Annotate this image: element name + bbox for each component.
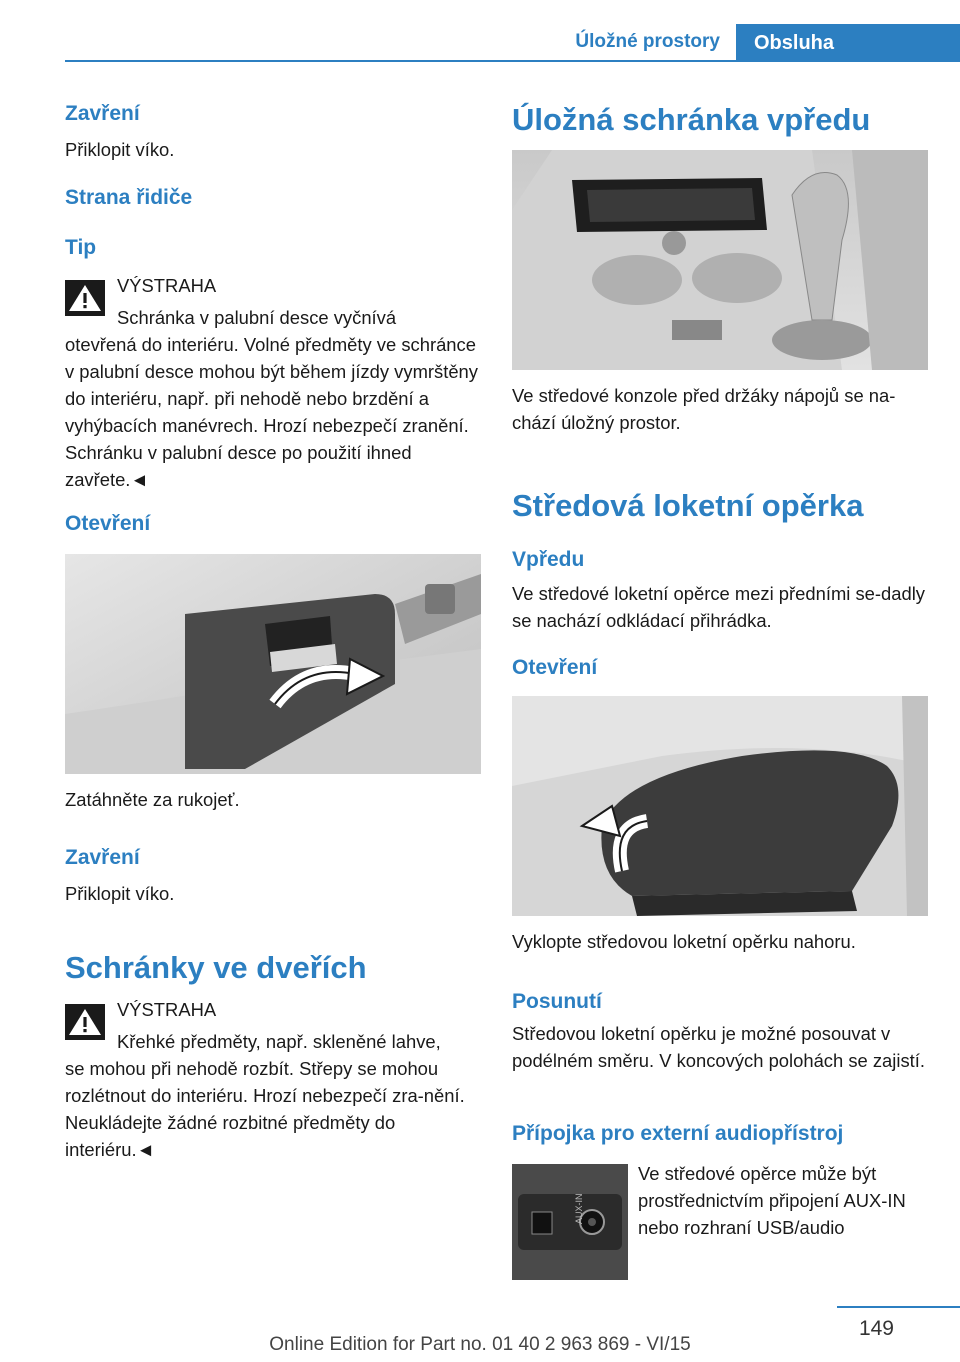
heading-armrest: Středová loketní opěrka	[512, 488, 864, 523]
text-close-2: Přiklopit víko.	[65, 883, 175, 904]
heading-front: Vpředu	[512, 548, 585, 571]
heading-front-storage: Úložná schránka vpředu	[512, 102, 871, 137]
armrest-caption: Vyklopte středovou loketní opěrku nahoru.	[512, 931, 856, 952]
text-close-1: Přiklopit víko.	[65, 139, 175, 160]
warning-1-text: otevřená do interiéru. Volné předměty ve schránce v palubní desce mohou být během jízdy vymrštěny do interiéru, např. při nehodě nebo brzdění a vyhýbacích manévrech. Hrozí nebezpečí zranění. Schránku v palubní desce po použití ihned zavřete.◄	[65, 334, 478, 490]
warning-2-title: VÝSTRAHA	[117, 999, 217, 1020]
glovebox-figure	[65, 554, 481, 774]
warning-2-first-line: Křehké předměty, např. skleněné lahve,	[117, 1031, 441, 1052]
armrest-figure	[512, 696, 928, 916]
heading-tip: Tip	[65, 236, 97, 259]
heading-driver-side: Strana řidiče	[65, 186, 193, 209]
aux-usb-figure	[512, 1164, 628, 1280]
heading-door-compartments: Schránky ve dveřích	[65, 950, 367, 985]
heading-open: Otevření	[65, 512, 151, 535]
armrest-front-text: Ve středové loketní opěrce mezi předními se-dadly se nachází odkládací přihrádka.	[512, 583, 925, 631]
footer-rule	[837, 1306, 960, 1308]
shift-text: Středovou loketní opěrku je možné posouvat v podélném směru. V koncových polohách se zajistí.	[512, 1023, 925, 1071]
footer-edition: Online Edition for Part no. 01 40 2 963 869 - VI/15	[269, 1334, 691, 1355]
aux-label: AUX-IN	[574, 1193, 584, 1224]
warning-1-first-line: Schránka v palubní desce vyčnívá	[117, 307, 397, 328]
running-header-chapter: Obsluha	[736, 24, 960, 62]
page-number: 149	[858, 1317, 894, 1340]
heading-close-1: Zavření	[65, 102, 140, 125]
warning-2-text: se mohou při nehodě rozbít. Střepy se mohou rozlétnout do interiéru. Hrozí nebezpečí zra-nění. Neukládejte žádné rozbitné předměty do interiéru.◄	[65, 1058, 465, 1160]
front-storage-text: Ve středové konzole před držáky nápojů se na-chází úložný prostor.	[512, 385, 896, 433]
running-header-section: Úložné prostory	[575, 31, 720, 52]
heading-aux: Přípojka pro externí audiopřístroj	[512, 1122, 844, 1145]
aux-text: Ve středové opěrce může být prostřednictvím připojení AUX-IN nebo rozhraní USB/audio	[638, 1163, 906, 1238]
header-rule	[65, 60, 960, 62]
warning-1-title: VÝSTRAHA	[117, 275, 217, 296]
center-console-figure	[512, 150, 928, 370]
heading-open-armrest: Otevření	[512, 656, 598, 679]
heading-close-2: Zavření	[65, 846, 140, 869]
glovebox-caption: Zatáhněte za rukojeť.	[65, 789, 240, 810]
heading-shift: Posunutí	[512, 990, 602, 1013]
